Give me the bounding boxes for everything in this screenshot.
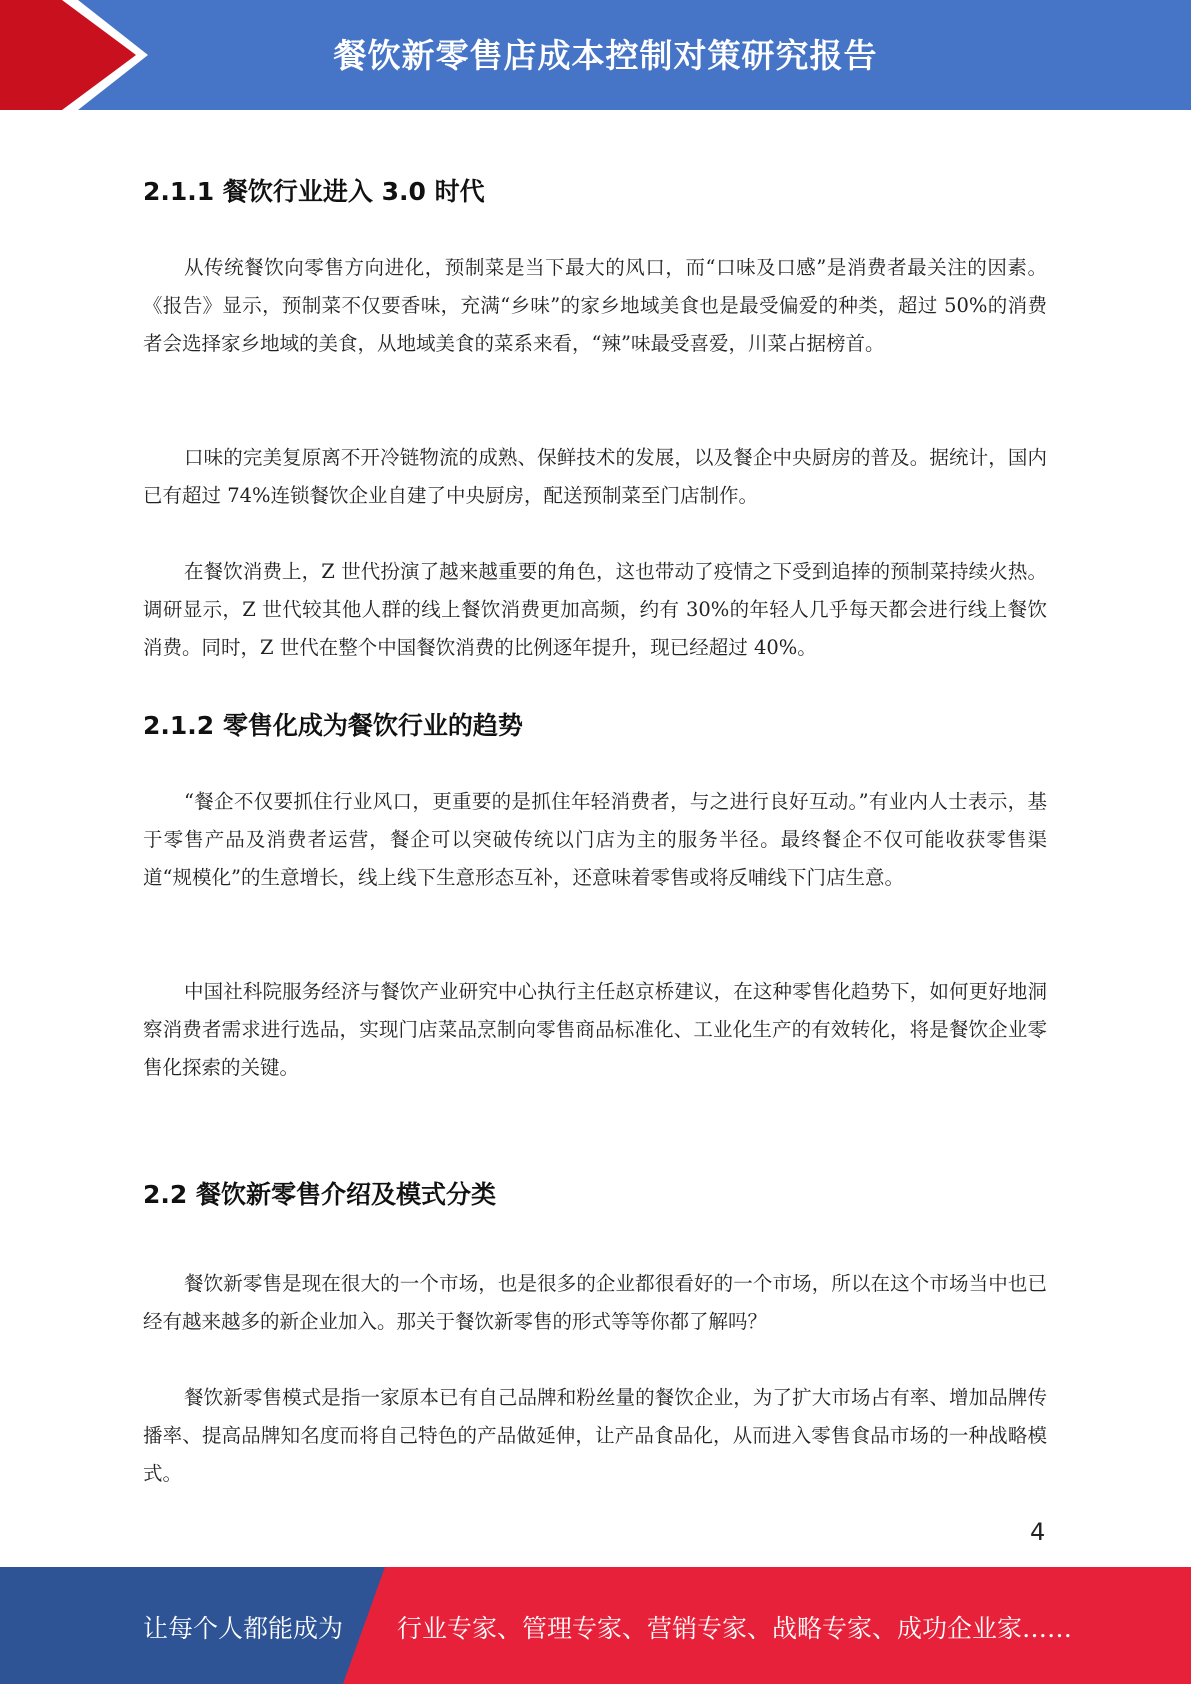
- paragraph: 餐饮新零售是现在很大的一个市场，也是很多的企业都很看好的一个市场，所以在这个市场当中也已经有越来越多的新企业加入。那关于餐饮新零售的形式等等你都了解吗？: [143, 1272, 1047, 1333]
- paragraph: 在餐饮消费上，Z 世代扮演了越来越重要的角色，这也带动了疫情之下受到追捧的预制菜持续火热。调研显示，Z 世代较其他人群的线上餐饮消费更加高频，约有 30%的年轻人几乎每天都会进行线上餐饮消费。同时，Z 世代在整个中国餐饮消费的比例逐年提升，现已经超过 40%。: [143, 560, 1047, 659]
- paragraph: 口味的完美复原离不开冷链物流的成熟、保鲜技术的发展，以及餐企中央厨房的普及。据统计，国内已有超过 74%连锁餐饮企业自建了中央厨房，配送预制菜至门店制作。: [143, 446, 1047, 507]
- paragraph: 中国社科院服务经济与餐饮产业研究中心执行主任赵京桥建议，在这种零售化趋势下，如何更好地洞察消费者需求进行选品，实现门店菜品烹制向零售商品标准化、工业化生产的有效转化，将是餐饮企业零售化探索的关键。: [143, 980, 1047, 1079]
- document-title: 餐饮新零售店成本控制对策研究报告: [333, 36, 878, 75]
- paragraph: 餐饮新零售模式是指一家原本已有自己品牌和粉丝量的餐饮企业，为了扩大市场占有率、增加品牌传播率、提高品牌知名度而将自己特色的产品做延伸，让产品食品化，从而进入零售食品市场的一种战略模式。: [143, 1386, 1047, 1485]
- page-number: 4: [1030, 1518, 1046, 1546]
- header-banner: [0, 0, 1191, 110]
- section-heading-2-1-1: 2.1.1 餐饮行业进入 3.0 时代: [143, 177, 485, 206]
- section-heading-2-2: 2.2 餐饮新零售介绍及模式分类: [143, 1180, 496, 1209]
- paragraph: “餐企不仅要抓住行业风口，更重要的是抓住年轻消费者，与之进行良好互动。”有业内人士表示，基于零售产品及消费者运营，餐企可以突破传统以门店为主的服务半径。最终餐企不仅可能收获零售渠道“规模化”的生意增长，线上线下生意形态互补，还意味着零售或将反哺线下门店生意。: [143, 790, 1047, 889]
- paragraph: 从传统餐饮向零售方向进化，预制菜是当下最大的风口，而“口味及口感”是消费者最关注的因素。《报告》显示，预制菜不仅要香味，充满“乡味”的家乡地域美食也是最受偏爱的种类，超过 50%的消费者会选择家乡地域的美食，从地域美食的菜系来看，“辣”味最受喜爱，川菜占据榜首。: [143, 256, 1047, 355]
- section-heading-2-1-2: 2.1.2 零售化成为餐饮行业的趋势: [143, 711, 523, 740]
- footer-slogan-right: 行业专家、管理专家、营销专家、战略专家、成功企业家……: [397, 1614, 1073, 1643]
- footer-slogan-left: 让每个人都能成为: [143, 1614, 344, 1643]
- footer-banner: [0, 1567, 1191, 1684]
